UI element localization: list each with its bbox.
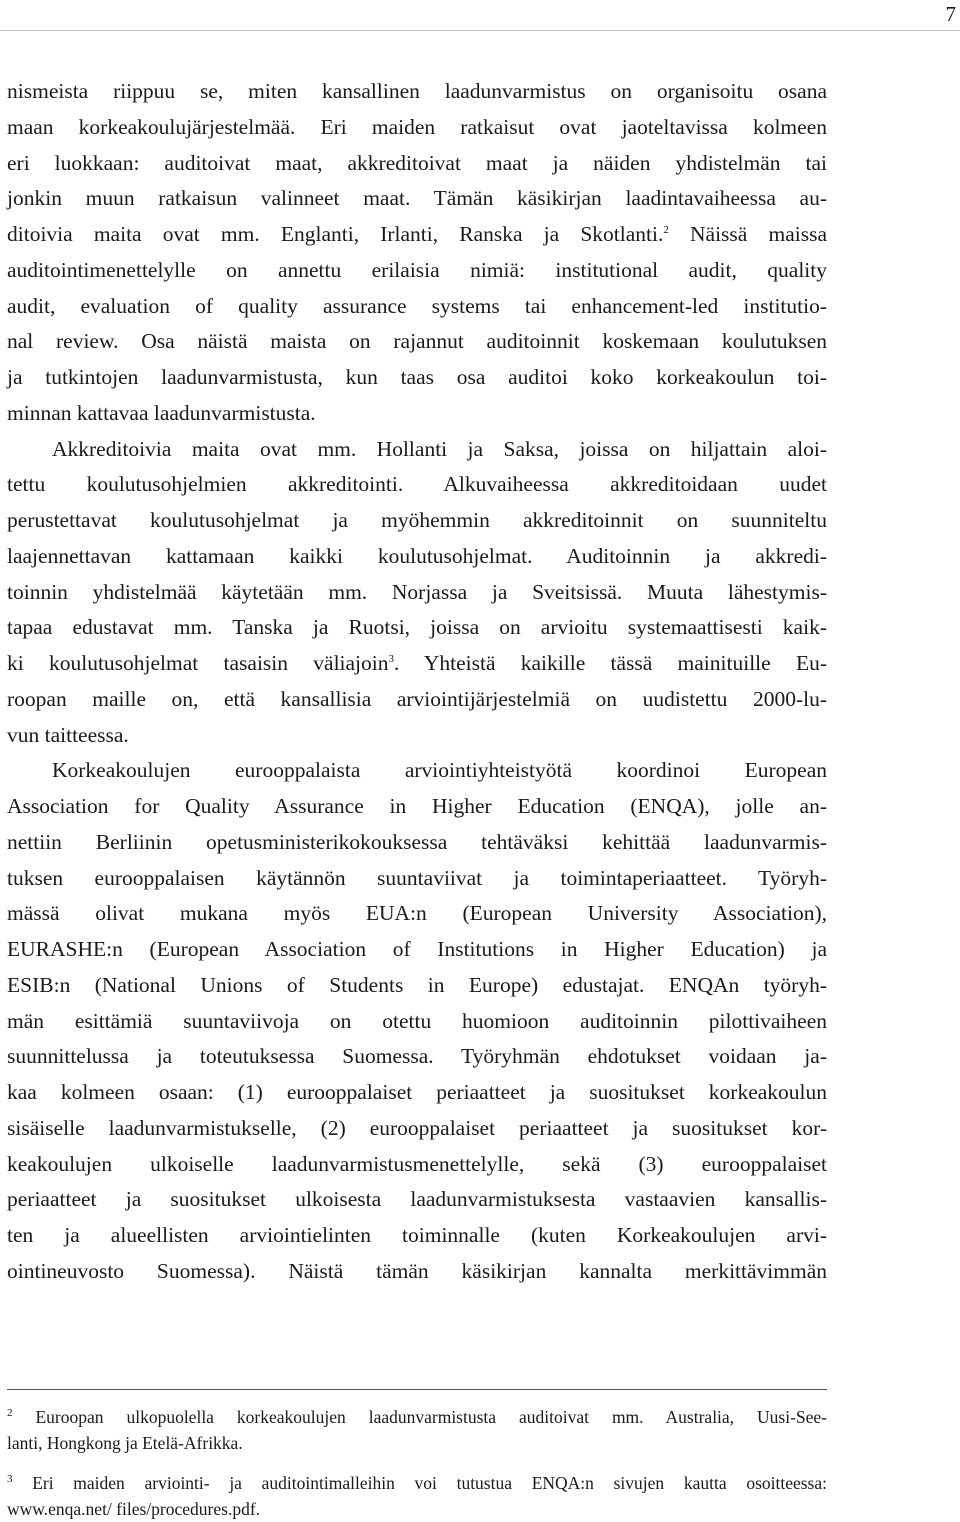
text-line: kaa kolmeen osaan: (1) eurooppalaiset periaatteet ja suositukset korkeakoulun <box>7 1080 827 1104</box>
text-line: laajennettavan kattamaan kaikki koulutusohjelmat. Auditoinnin ja akkredi- <box>7 543 827 568</box>
header-rule <box>0 30 960 31</box>
text-line: perustettavat koulutusohjelmat ja myöhemmin akkreditoinnit on suunniteltu <box>7 508 827 532</box>
text-line: EURASHE:n (European Association of Institutions in Higher Education) ja <box>7 937 827 961</box>
footnote-text: Euroopan ulkopuolella korkeakoulujen laadunvarmistusta auditoivat mm. Australia, Uusi-See- <box>35 1407 828 1427</box>
text-line: män esittämiä suuntaviivoja on otettu huomioon auditoinnin pilottivaiheen <box>7 1008 827 1033</box>
text-line: mässä olivat mukana myös EUA:n (European University Association), <box>7 901 827 926</box>
text-line: ja tutkintojen laadunvarmistusta, kun taas osa auditoi koko korkeakoulun toi- <box>7 365 827 389</box>
text-line: vun taitteessa. <box>7 722 129 747</box>
footnote-ref-2: 2 <box>663 223 669 236</box>
text-line: auditointimenettelylle on annettu erilaisia nimiä: institutional audit, quality <box>7 257 827 282</box>
text-line: tettu koulutusohjelmien akkreditointi. Alkuvaiheessa akkreditoidaan uudet <box>7 472 827 497</box>
text-line <box>7 217 827 253</box>
text-line: jonkin muun ratkaisun valinneet maat. Tämän käsikirjan laadintavaiheessa au- <box>7 186 827 211</box>
text-line: sisäiselle laadunvarmistukselle, (2) eurooppalaiset periaatteet ja suositukset kor- <box>7 1115 827 1140</box>
page-number: 7 <box>945 2 956 26</box>
text-line: roopan maille on, että kansallisia arviointijärjestelmiä on uudistettu 2000-lu- <box>7 686 827 711</box>
text-line: ointineuvosto Suomessa). Näistä tämän käsikirjan kannalta merkittävimmän <box>7 1258 827 1283</box>
text-line: nal review. Osa näistä maista on rajannut auditoinnit koskemaan koulutuksen <box>7 329 827 354</box>
footnote-separator <box>7 1389 827 1390</box>
text-line: Korkeakoulujen eurooppalaista arviointiyhteistyötä koordinoi European <box>52 758 827 783</box>
footnote-3-line: www.enqa.net/ files/procedures.pdf. <box>7 1499 261 1519</box>
text-line <box>7 646 827 682</box>
text-line: tuksen eurooppalaisen käytännön suuntaviivat ja toimintaperiaatteet. Työryh- <box>7 865 827 890</box>
text-segment: ditoivia maita ovat mm. Englanti, Irlanti, Ranska ja Skotlanti. <box>7 222 664 246</box>
footnote-marker-2: 2 <box>7 1407 13 1420</box>
footnotes <box>7 1404 827 1522</box>
text-line: periaatteet ja suositukset ulkoisesta laadunvarmistuksesta vastaavien kansallis- <box>7 1187 827 1212</box>
text-line: Association for Quality Assurance in Higher Education (ENQA), jolle an- <box>7 794 827 818</box>
text-segment: . Yhteistä kaikille tässä mainituille Eu- <box>394 651 827 675</box>
text-segment: ki koulutusohjelmat tasaisin väliajoin <box>7 651 389 675</box>
text-line: toinnin yhdistelmää käytetään mm. Norjassa ja Sveitsissä. Muuta lähestymis- <box>7 579 827 604</box>
footnote-text: Eri maiden arviointi- ja auditointimalleihin voi tutustua ENQA:n sivujen kautta osoitteessa: <box>32 1473 828 1493</box>
footnote-marker-3: 3 <box>7 1473 13 1486</box>
text-line: nettiin Berliinin opetusministerikokouksessa tehtäväksi kehittää laadunvarmis- <box>7 829 827 854</box>
footnote-3-line <box>7 1470 827 1496</box>
text-line: maan korkeakoulujärjestelmää. Eri maiden ratkaisut ovat jaoteltavissa kolmeen <box>7 114 827 139</box>
text-line: audit, evaluation of quality assurance systems tai enhancement-led institutio- <box>7 293 827 318</box>
footnote-2-line <box>7 1404 827 1430</box>
text-line: Akkreditoivia maita ovat mm. Hollanti ja Saksa, joissa on hiljattain aloi- <box>52 436 827 461</box>
footnote-ref-3: 3 <box>388 652 395 665</box>
footnote-2-line: lanti, Hongkong ja Etelä-Afrikka. <box>7 1433 243 1453</box>
text-line: suunnittelussa ja toteutuksessa Suomessa. Työryhmän ehdotukset voidaan ja- <box>7 1044 827 1069</box>
text-segment: Näissä maissa <box>690 222 827 246</box>
text-line: minnan kattavaa laadunvarmistusta. <box>7 400 316 425</box>
text-line: tapaa edustavat mm. Tanska ja Ruotsi, joissa on arvioitu systemaattisesti kaik- <box>7 615 827 640</box>
text-line: keakoulujen ulkoiselle laadunvarmistusmenettelylle, sekä (3) eurooppalaiset <box>7 1151 827 1176</box>
text-line: nismeista riippuu se, miten kansallinen laadunvarmistus on organisoitu osana <box>7 79 827 103</box>
text-line: eri luokkaan: auditoivat maat, akkreditoivat maat ja näiden yhdistelmän tai <box>7 150 827 175</box>
text-line: ten ja alueellisten arviointielinten toiminnalle (kuten Korkeakoulujen arvi- <box>7 1223 827 1247</box>
body-text <box>7 74 827 1290</box>
text-line: ESIB:n (National Unions of Students in Europe) edustajat. ENQAn työryh- <box>7 972 827 997</box>
